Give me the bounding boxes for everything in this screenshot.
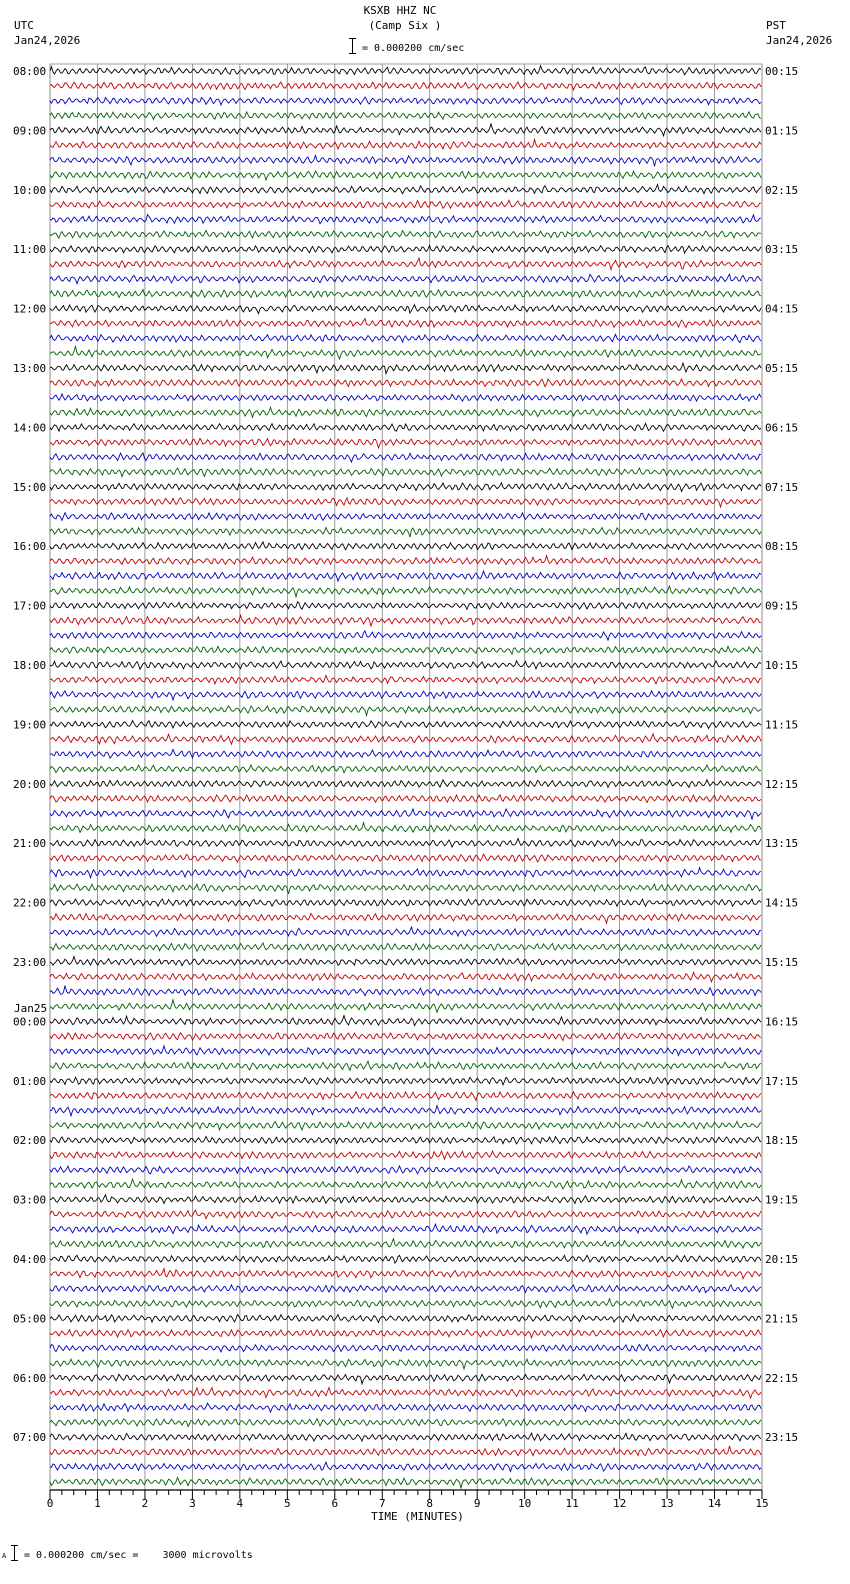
trace-55 [50, 868, 761, 878]
trace-12 [50, 230, 761, 238]
utc-hour-label: 20:00 [13, 777, 47, 791]
trace-24 [50, 407, 761, 417]
utc-hour-label: 01:00 [13, 1074, 47, 1088]
footer-prefix: A [2, 1552, 7, 1560]
trace-21 [50, 363, 761, 374]
trace-36 [50, 586, 761, 597]
pst-hour-label: 03:15 [765, 243, 799, 257]
trace-96 [50, 1478, 761, 1488]
trace-54 [50, 854, 761, 862]
trace-92 [50, 1419, 761, 1427]
time-axis [47, 1490, 769, 1510]
trace-91 [50, 1403, 761, 1412]
utc-hour-label: 06:00 [13, 1371, 47, 1385]
utc-hour-label: 17:00 [13, 599, 47, 613]
utc-hour-label: 19:00 [13, 718, 47, 732]
utc-hour-label: 03:00 [13, 1193, 47, 1207]
x-tick-label-1: 1 [94, 1497, 101, 1510]
trace-81 [50, 1255, 761, 1263]
trace-60 [50, 943, 761, 951]
trace-45 [50, 721, 761, 729]
trace-17 [50, 305, 761, 314]
trace-2 [50, 82, 761, 90]
x-tick-label-2: 2 [141, 1497, 149, 1510]
trace-26 [50, 438, 761, 448]
utc-hour-label: 14:00 [13, 421, 47, 435]
pst-hour-label: 22:15 [765, 1371, 799, 1385]
trace-62 [50, 972, 761, 982]
x-tick-label-13: 13 [660, 1497, 674, 1510]
trace-22 [50, 379, 761, 387]
trace-35 [50, 571, 761, 581]
trace-42 [50, 675, 761, 684]
trace-63 [50, 986, 761, 996]
pst-hour-label: 10:15 [765, 659, 799, 672]
trace-58 [50, 913, 761, 923]
trace-9 [50, 185, 761, 194]
trace-69 [50, 1077, 761, 1085]
trace-93 [50, 1433, 761, 1441]
trace-25 [50, 423, 761, 431]
trace-47 [50, 750, 761, 759]
utc-hour-label: 13:00 [13, 362, 47, 375]
trace-18 [50, 319, 761, 328]
trace-68 [50, 1061, 761, 1070]
x-tick-label-12: 12 [612, 1497, 627, 1510]
trace-34 [50, 556, 761, 565]
pst-hour-label: 17:15 [765, 1074, 799, 1088]
pst-hour-label: 19:15 [765, 1193, 799, 1207]
pst-hour-label: 21:15 [765, 1312, 799, 1326]
site-subtitle: (Camp Six ) [368, 19, 442, 32]
trace-14 [50, 258, 761, 269]
x-tick-label-8: 8 [426, 1497, 434, 1510]
trace-56 [50, 884, 761, 894]
pst-hour-label: 18:15 [765, 1134, 799, 1148]
trace-82 [50, 1269, 761, 1279]
trace-40 [50, 646, 761, 654]
utc-hour-label: 09:00 [13, 124, 47, 138]
trace-66 [50, 1033, 761, 1041]
pst-hour-label: 04:15 [765, 302, 799, 316]
scale-bar-icon [349, 38, 356, 54]
utc-hour-label: 02:00 [13, 1134, 47, 1148]
trace-lines [50, 66, 761, 1488]
pst-hour-label: 09:15 [765, 599, 799, 613]
x-tick-label-0: 0 [46, 1497, 54, 1510]
pst-hour-label: 06:15 [765, 421, 799, 435]
pst-hour-label: 05:15 [765, 362, 799, 375]
trace-83 [50, 1285, 761, 1293]
trace-78 [50, 1210, 761, 1219]
trace-20 [50, 346, 761, 359]
trace-39 [50, 631, 761, 640]
x-tick-label-4: 4 [236, 1497, 244, 1510]
trace-59 [50, 927, 761, 936]
trace-8 [50, 171, 761, 180]
trace-67 [50, 1046, 761, 1056]
trace-44 [50, 706, 761, 716]
trace-74 [50, 1151, 761, 1159]
x-tick-label-6: 6 [331, 1497, 339, 1510]
trace-30 [50, 498, 761, 507]
trace-65 [50, 1016, 761, 1026]
trace-23 [50, 394, 761, 401]
trace-46 [50, 734, 761, 744]
trace-75 [50, 1166, 761, 1174]
trace-77 [50, 1195, 761, 1204]
footer-scale-text: = 0.000200 cm/sec = 3000 microvolts [24, 1550, 253, 1561]
trace-29 [50, 483, 761, 492]
x-tick-label-5: 5 [284, 1497, 291, 1510]
trace-16 [50, 290, 761, 298]
trace-7 [50, 155, 761, 166]
trace-6 [50, 140, 761, 149]
trace-4 [50, 112, 761, 120]
trace-38 [50, 615, 761, 626]
trace-19 [50, 334, 761, 342]
utc-hour-label: 05:00 [13, 1312, 47, 1326]
trace-71 [50, 1106, 761, 1116]
utc-hour-label: 15:00 [13, 480, 47, 494]
trace-70 [50, 1092, 761, 1101]
trace-80 [50, 1239, 761, 1249]
utc-hour-label: 04:00 [13, 1253, 47, 1266]
right-date: Jan24,2026 [766, 34, 833, 47]
trace-48 [50, 765, 761, 773]
pst-hour-label: 23:15 [765, 1431, 799, 1445]
x-axis-label: TIME (MINUTES) [371, 1510, 464, 1523]
pst-hour-label: 12:15 [765, 777, 799, 791]
trace-5 [50, 124, 761, 136]
trace-84 [50, 1299, 761, 1309]
trace-37 [50, 602, 761, 609]
utc-hour-label: 11:00 [13, 243, 47, 257]
utc-hour-label: 21:00 [13, 837, 47, 851]
pst-hour-label: 01:15 [765, 124, 799, 138]
utc-hour-label: 12:00 [13, 302, 47, 316]
trace-64 [50, 1000, 761, 1013]
trace-28 [50, 468, 761, 477]
pst-hour-label: 16:15 [765, 1015, 799, 1029]
x-tick-label-11: 11 [565, 1497, 579, 1510]
utc-hour-label: 08:00 [13, 65, 47, 78]
pst-hour-label: 00:15 [765, 65, 799, 78]
utc-hour-label: 07:00 [13, 1431, 47, 1445]
trace-31 [50, 513, 761, 521]
trace-53 [50, 839, 761, 848]
right-timezone: PST [766, 19, 786, 32]
pst-hour-label: 20:15 [765, 1253, 799, 1266]
utc-hour-label: 10:00 [13, 183, 47, 197]
trace-51 [50, 809, 761, 820]
trace-33 [50, 542, 761, 550]
trace-73 [50, 1137, 761, 1144]
trace-41 [50, 661, 761, 670]
trace-11 [50, 215, 761, 224]
x-tick-label-10: 10 [518, 1497, 532, 1510]
trace-94 [50, 1446, 761, 1456]
utc-hour-label: 18:00 [13, 659, 47, 672]
utc-hour-label: 00:00 [13, 1015, 47, 1029]
pst-hour-label: 08:15 [765, 540, 799, 554]
trace-57 [50, 899, 761, 906]
footer-scale-bar-icon [11, 1545, 18, 1561]
trace-27 [50, 453, 761, 462]
trace-52 [50, 823, 761, 833]
x-tick-label-15: 15 [755, 1497, 769, 1510]
left-date: Jan24,2026 [14, 34, 81, 47]
x-tick-label-14: 14 [707, 1497, 722, 1510]
trace-13 [50, 246, 761, 254]
date-change-label: Jan25 [14, 1002, 48, 1015]
station-title: KSXB HHZ NC [363, 4, 437, 17]
utc-hour-label: 23:00 [13, 956, 47, 969]
utc-hour-label: 16:00 [13, 540, 47, 554]
trace-1 [50, 66, 761, 75]
trace-15 [50, 274, 761, 283]
x-tick-label-9: 9 [473, 1497, 481, 1510]
trace-32 [50, 528, 761, 538]
pst-hour-label: 14:15 [765, 896, 799, 910]
trace-76 [50, 1179, 761, 1189]
pst-hour-label: 15:15 [765, 956, 799, 969]
pst-hour-label: 13:15 [765, 837, 799, 851]
trace-3 [50, 97, 761, 105]
trace-50 [50, 795, 761, 803]
trace-43 [50, 691, 761, 700]
trace-10 [50, 200, 761, 208]
utc-hour-label: 22:00 [13, 896, 47, 910]
trace-89 [50, 1374, 761, 1384]
pst-hour-label: 02:15 [765, 183, 799, 197]
trace-88 [50, 1359, 761, 1369]
trace-49 [50, 780, 761, 788]
trace-85 [50, 1315, 761, 1323]
trace-61 [50, 957, 761, 966]
trace-95 [50, 1462, 761, 1472]
pst-hour-label: 07:15 [765, 480, 799, 494]
pst-hour-label: 11:15 [765, 718, 799, 732]
trace-90 [50, 1388, 761, 1399]
trace-86 [50, 1330, 761, 1338]
x-tick-label-7: 7 [378, 1497, 386, 1510]
left-timezone: UTC [14, 19, 34, 32]
trace-79 [50, 1224, 761, 1234]
trace-87 [50, 1344, 761, 1352]
scale-text: = 0.000200 cm/sec [362, 43, 465, 54]
x-tick-label-3: 3 [189, 1497, 196, 1510]
trace-72 [50, 1122, 761, 1131]
